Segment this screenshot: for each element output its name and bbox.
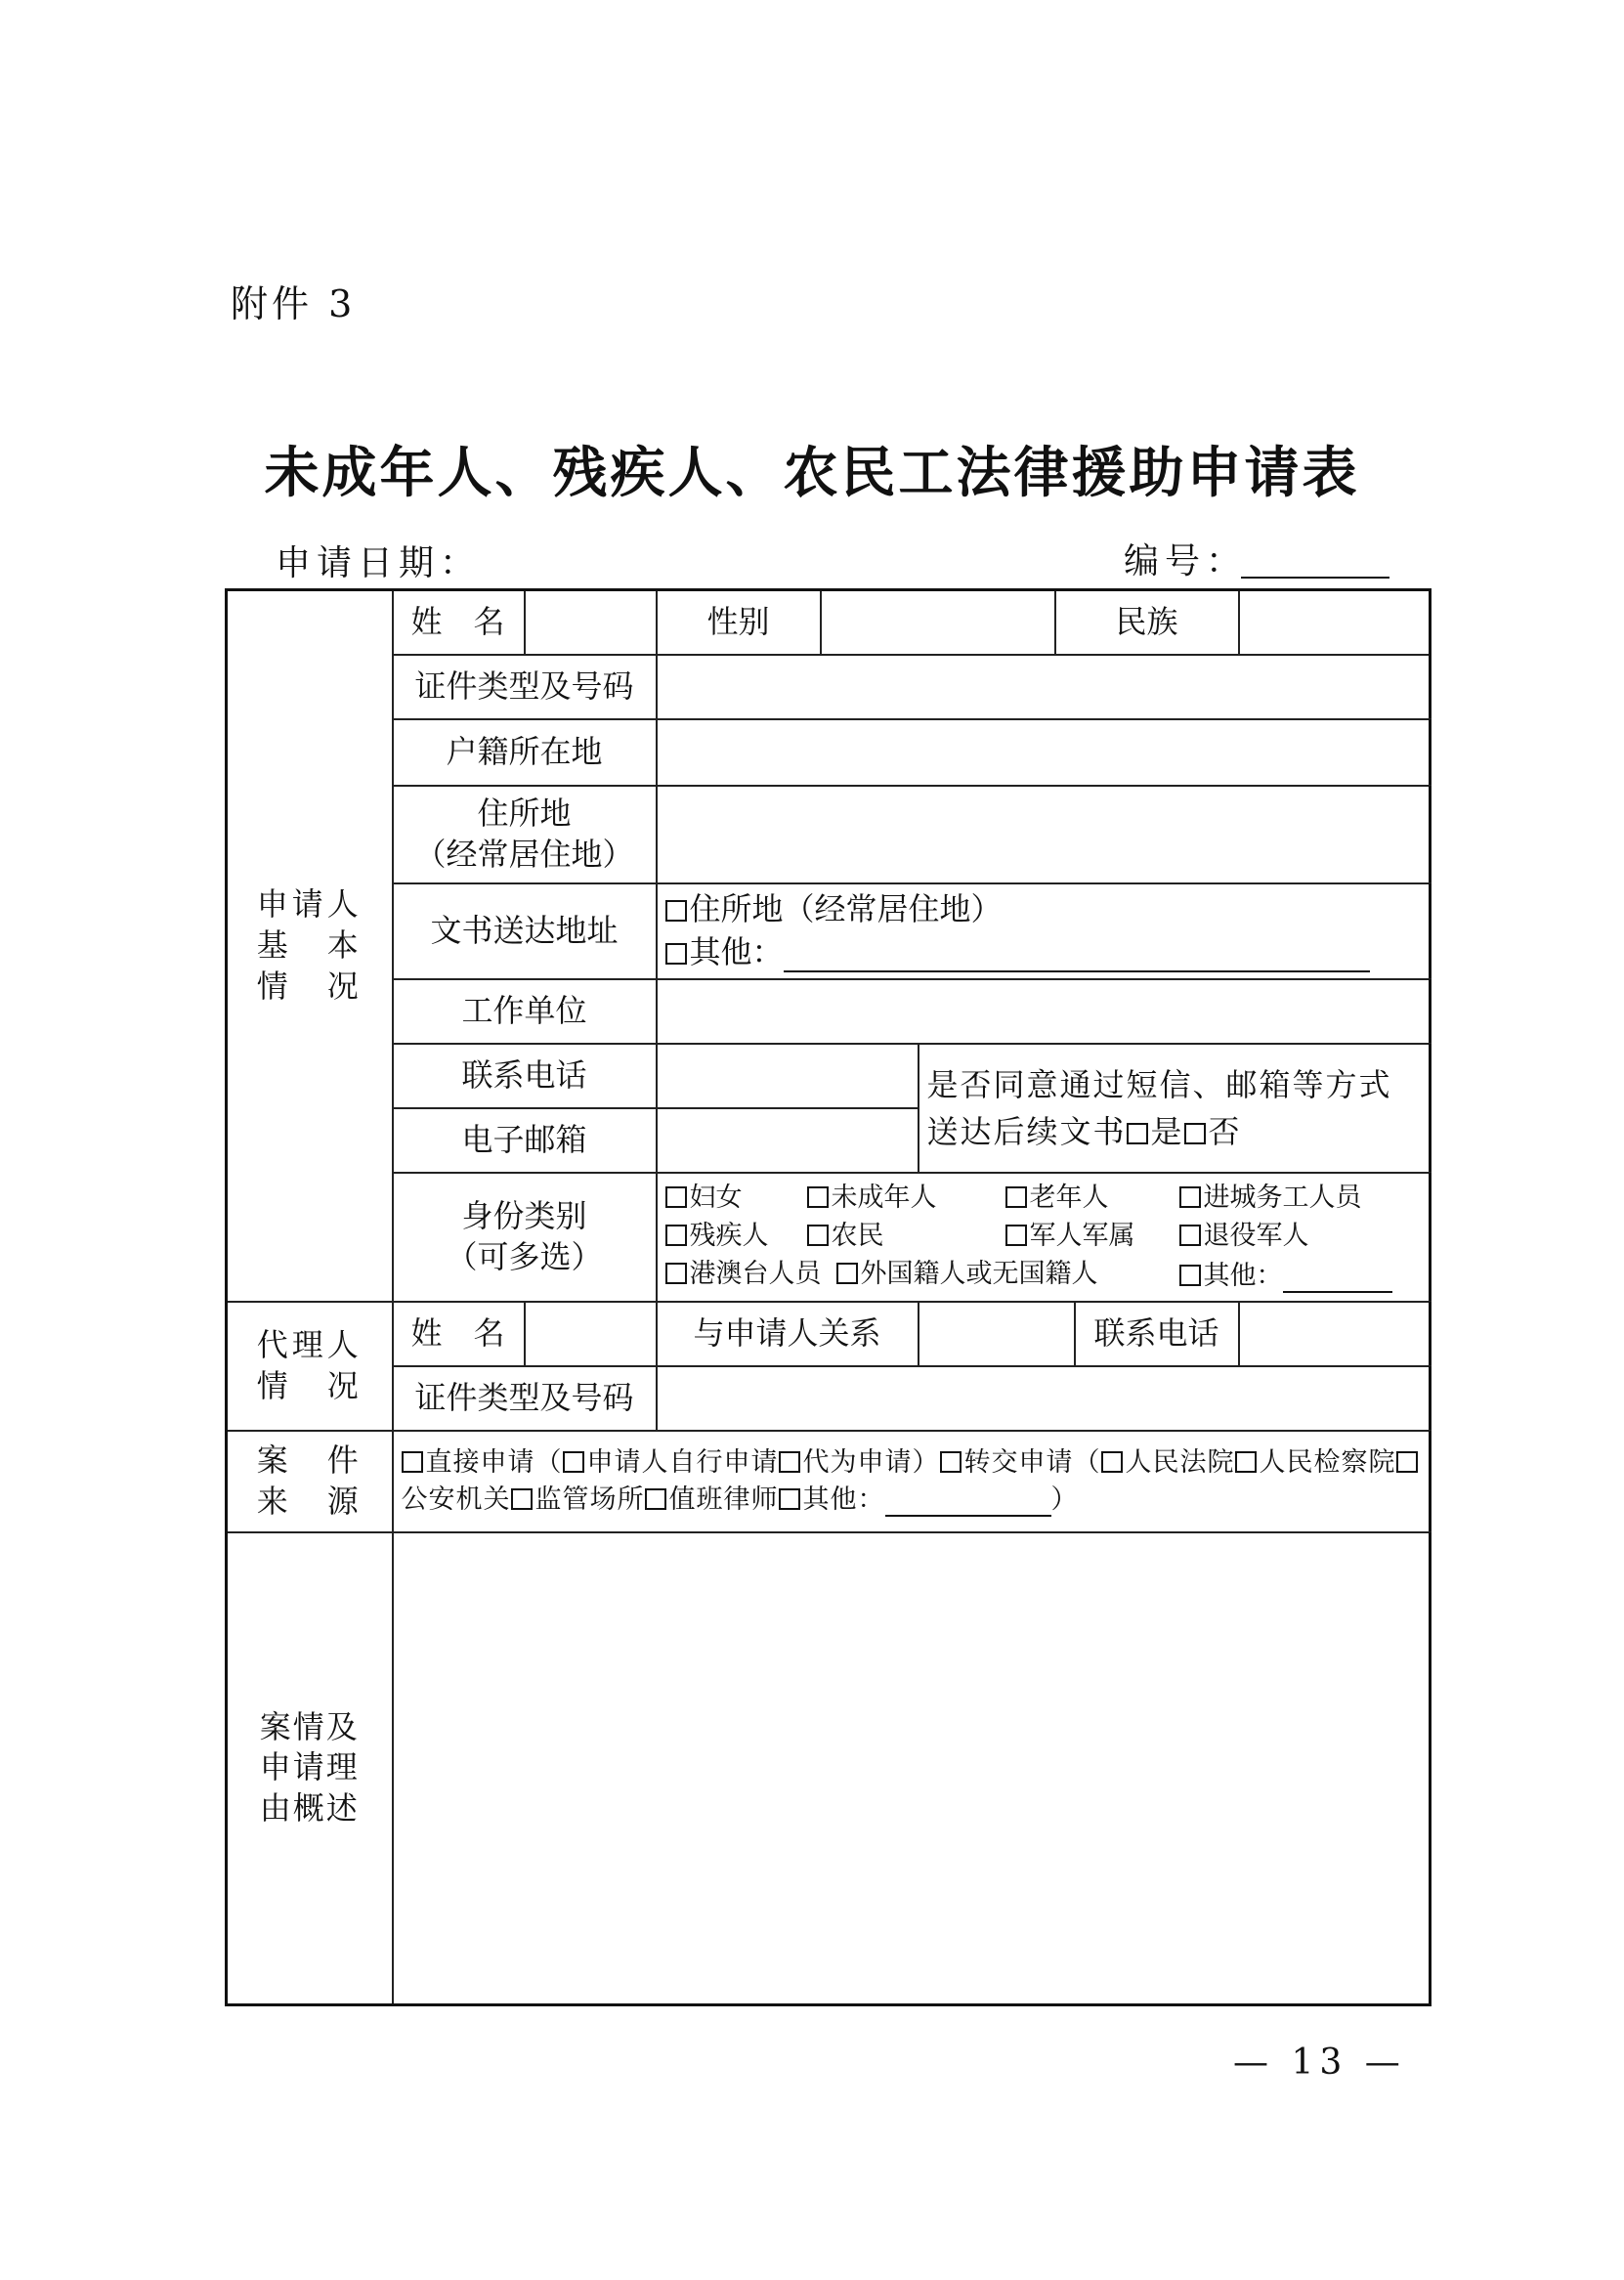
delivery-address-options: 住所地（经常居住地） 其他： (657, 883, 1431, 979)
consent-cell: 是否同意通过短信、邮箱等方式送达后续文书 是 否 (919, 1044, 1431, 1173)
consent-no-checkbox[interactable] (1184, 1123, 1206, 1144)
agent-phone-label: 联系电话 (1075, 1302, 1239, 1366)
identity-checkbox-military-family[interactable] (1005, 1225, 1027, 1246)
case-source-options: 直接申请（ 申请人自行申请 代为申请） 转交申请（ 人民法院 人民检察院公安机关 监管场所 值班律师 其他： ） (393, 1431, 1431, 1532)
identity-checkbox-farmer[interactable] (807, 1225, 829, 1246)
applicant-name-field[interactable] (525, 590, 657, 655)
source-other-checkbox[interactable] (779, 1488, 800, 1510)
gender-label: 性别 (657, 590, 821, 655)
residence-label: 住所地 （经常居住地） (393, 786, 657, 883)
household-label: 户籍所在地 (393, 719, 657, 786)
identity-checkbox-hk-macao-taiwan[interactable] (665, 1263, 687, 1284)
agent-relation-label: 与申请人关系 (657, 1302, 919, 1366)
identity-checkbox-foreign[interactable] (836, 1263, 858, 1284)
source-other-field[interactable] (885, 1481, 1051, 1517)
source-proxy-checkbox[interactable] (779, 1451, 800, 1473)
agent-id-type-field[interactable] (657, 1366, 1431, 1431)
form-title: 未成年人、残疾人、农民工法律援助申请表 (264, 441, 1360, 505)
identity-checkbox-veteran[interactable] (1179, 1225, 1201, 1246)
case-summary-label: 案情及 申请理 由概述 (227, 1532, 393, 2005)
agent-relation-field[interactable] (919, 1302, 1075, 1366)
consent-yes-checkbox[interactable] (1127, 1123, 1148, 1144)
identity-options: 妇女 未成年人 老年人 进城务工人员 残疾人 农民 军人军属 退役军人 港澳台人员 外国籍人或无国籍人 其他： (657, 1173, 1431, 1302)
phone-field[interactable] (657, 1044, 919, 1108)
work-unit-field[interactable] (657, 979, 1431, 1044)
agent-name-label: 姓 名 (393, 1302, 525, 1366)
ethnicity-label: 民族 (1055, 590, 1239, 655)
application-form-table (225, 588, 1432, 2006)
agent-name-field[interactable] (525, 1302, 657, 1366)
source-police-checkbox[interactable] (1396, 1451, 1418, 1473)
identity-checkbox-disabled[interactable] (665, 1225, 687, 1246)
source-court-checkbox[interactable] (1101, 1451, 1123, 1473)
agent-section-label: 代理人 情 况 (227, 1302, 393, 1431)
id-type-label: 证件类型及号码 (393, 655, 657, 719)
source-self-checkbox[interactable] (563, 1451, 584, 1473)
delivery-residence-checkbox[interactable] (665, 900, 687, 922)
email-label: 电子邮箱 (393, 1108, 657, 1173)
identity-checkbox-other[interactable] (1179, 1265, 1201, 1286)
source-duty-lawyer-checkbox[interactable] (645, 1488, 666, 1510)
identity-other-field[interactable] (1283, 1257, 1392, 1293)
identity-label: 身份类别 （可多选） (393, 1173, 657, 1302)
residence-field[interactable] (657, 786, 1431, 883)
apply-date-label: 申请日期： (276, 543, 482, 583)
source-custody-checkbox[interactable] (511, 1488, 533, 1510)
ethnicity-field[interactable] (1239, 590, 1431, 655)
email-field[interactable] (657, 1108, 919, 1173)
identity-checkbox-migrant-worker[interactable] (1179, 1186, 1201, 1208)
agent-phone-field[interactable] (1239, 1302, 1431, 1366)
page-number: — 13 — (1233, 2043, 1406, 2083)
id-type-field[interactable] (657, 655, 1431, 719)
serial-number-label: 编号： (1124, 541, 1248, 581)
phone-label: 联系电话 (393, 1044, 657, 1108)
agent-id-type-label: 证件类型及号码 (393, 1366, 657, 1431)
identity-checkbox-minor[interactable] (807, 1186, 829, 1208)
identity-checkbox-elderly[interactable] (1005, 1186, 1027, 1208)
serial-number-field[interactable] (1241, 577, 1389, 579)
attachment-label: 附件 3 (231, 282, 357, 325)
delivery-address-label: 文书送达地址 (393, 883, 657, 979)
delivery-other-checkbox[interactable] (665, 943, 687, 965)
source-direct-checkbox[interactable] (402, 1451, 423, 1473)
applicant-section-label: 申请人 基 本 情 况 (227, 590, 393, 1302)
household-field[interactable] (657, 719, 1431, 786)
applicant-name-label: 姓 名 (393, 590, 525, 655)
work-unit-label: 工作单位 (393, 979, 657, 1044)
source-procuratorate-checkbox[interactable] (1235, 1451, 1257, 1473)
source-transfer-checkbox[interactable] (940, 1451, 962, 1473)
delivery-other-field[interactable] (784, 930, 1370, 973)
gender-field[interactable] (821, 590, 1055, 655)
identity-checkbox-women[interactable] (665, 1186, 687, 1208)
case-source-label: 案 件 来 源 (227, 1431, 393, 1532)
case-summary-field[interactable] (393, 1532, 1431, 2005)
